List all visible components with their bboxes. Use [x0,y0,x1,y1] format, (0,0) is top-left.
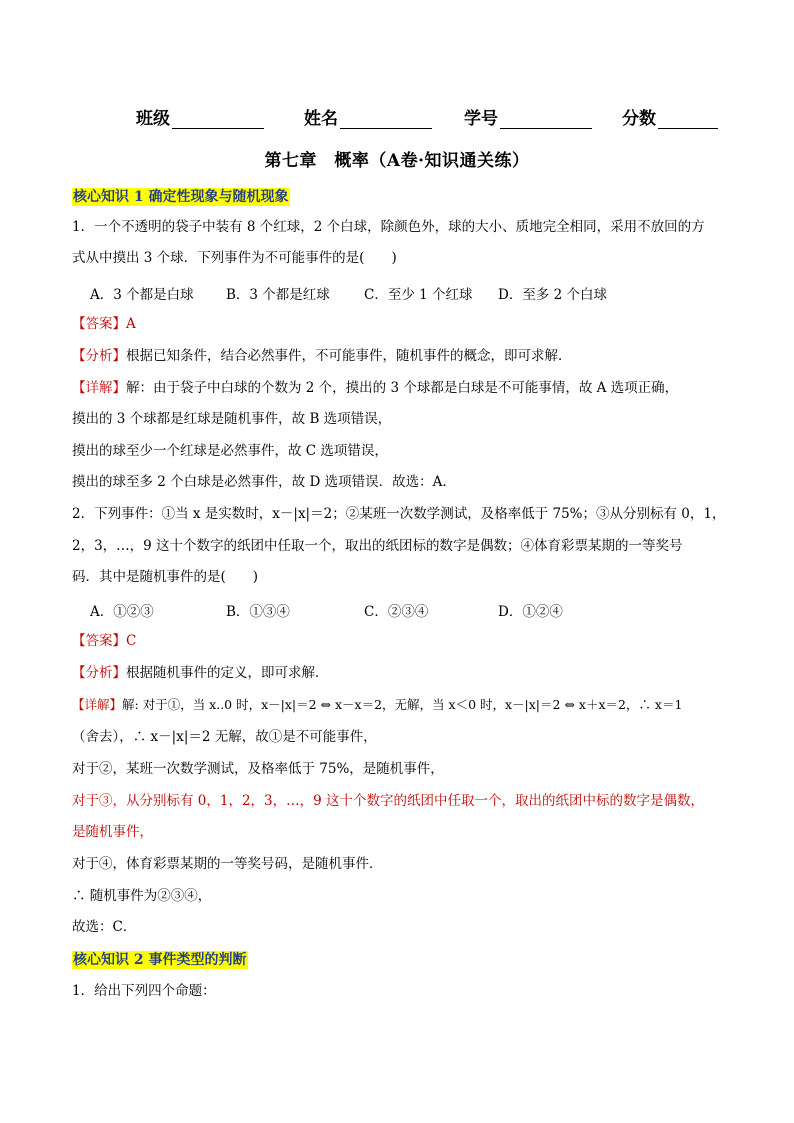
section-heading-1 [72,186,290,206]
q1-detail-line-3: 摸出的球至少一个红球是必然事件，故 C 选项错误， [72,443,388,459]
q2-answer [72,631,136,651]
q2-option-b: B．①③④ [226,604,290,620]
section-2-label: 核心知识 2 [73,952,144,968]
q2-answer-tag: 【答案】 [72,633,126,649]
q2-detail-line-2: （舍去），∴ x－|x|＝2 无解，故①是不可能事件， [72,729,377,745]
name-label: 姓名 [304,109,338,129]
q2-stem-line-1: 2．下列事件：①当 x 是实数时，x－|x|＝2；②某班一次数学测试，及格率低于 75%；③从分别标有 0，1， [72,506,726,522]
q2-detail-line-5: 是随机事件， [72,824,153,840]
student-number-blank [500,110,592,129]
q1-option-b: B．3 个都是红球 [226,287,330,303]
q2-stem-line-2: 2，3，…，9 这十个数字的纸团中任取一个，取出的纸团标的数字是偶数；④体育彩票某期的一等奖号 [72,538,683,554]
score-label: 分数 [622,109,656,129]
q1-option-d: D．至多 2 个白球 [498,287,607,303]
q1-detail-tag: 【详解】 [72,380,126,396]
q1-stem-line-2: 式从中摸出 3 个球．下列事件为不可能事件的是( ) [72,250,397,266]
class-field [136,104,304,129]
score-field [622,104,732,129]
q1-option-a: A．3 个都是白球 [90,287,194,303]
q2-detail-line-7: ∴ 随机事件为②③④， [72,888,212,904]
q1-analysis-text: 根据已知条件，结合必然事件，不可能事件，随机事件的概念，即可求解． [126,348,572,364]
q2-answer-value: C [126,633,137,649]
section-1-label: 核心知识 1 [73,189,144,205]
q2-detail-line-1 [72,695,682,715]
q1-answer-tag: 【答案】 [72,316,126,332]
score-blank [658,110,718,129]
section-1-text: 确定性现象与随机现象 [148,189,289,205]
q2-option-c: C．②③④ [364,604,429,620]
q2-detail-line-8: 故选：C． [72,919,137,935]
q1-detail-text-1: 解：由于袋子中白球的个数为 2 个，摸出的 3 个球都是白球是不可能事情，故 A 选项正确， [126,380,679,396]
q1-stem-line-1: 1．一个不透明的袋子中装有 8 个红球，2 个白球，除颜色外，球的大小、质地完全相同，采用不放回的方 [72,219,705,235]
q2-detail-line-3: 对于②，某班一次数学测试，及格率低于 75%，是随机事件， [72,761,444,777]
q1-detail-line-4: 摸出的球至多 2 个白球是必然事件，故 D 选项错误．故选：A． [72,474,456,490]
class-blank [172,110,264,129]
page-title: 第七章 概率（A卷·知识通关练） [264,151,530,171]
student-info-header [136,104,736,129]
q1-detail-line-1 [72,378,678,398]
q1-answer [72,314,136,334]
q2-detail-line-4: 对于③，从分别标有 0，1，2，3，…，9 这十个数字的纸团中任取一个，取出的纸团中标的数字是偶数， [72,793,705,809]
q2-analysis-text: 根据随机事件的定义，即可求解． [126,665,329,681]
q1-analysis-tag: 【分析】 [72,348,126,364]
q1-detail-line-2: 摸出的 3 个球都是红球是随机事件，故 B 选项错误， [72,411,392,427]
name-field [304,104,464,129]
student-number-field [464,104,622,129]
q2-detail-text-1: 解: 对于①，当 x..0 时，x－|x|＝2 ⇔ x－x＝2，无解，当 x＜0 时，x－|x|＝2 ⇔ x＋x＝2，∴ x＝1 [122,697,683,712]
q2-analysis [72,663,329,683]
q2-option-a: A．①②③ [90,604,154,620]
q2-detail-line-6: 对于④，体育彩票某期的一等奖号码，是随机事件． [72,856,383,872]
q3-stem-line-1: 1．给出下列四个命题： [72,983,216,999]
student-number-label: 学号 [464,109,498,129]
q2-analysis-tag: 【分析】 [72,665,126,681]
section-heading-2 [72,949,248,969]
q1-answer-value: A [126,316,136,332]
q2-option-d: D．①②④ [498,604,563,620]
section-2-text: 事件类型的判断 [148,952,247,968]
q2-detail-tag: 【详解】 [72,697,123,712]
q2-stem-line-3: 码．其中是随机事件的是( ) [72,569,259,585]
q1-option-c: C．至少 1 个红球 [364,287,473,303]
class-label: 班级 [136,109,170,129]
q1-analysis [72,346,572,366]
name-blank [340,110,432,129]
